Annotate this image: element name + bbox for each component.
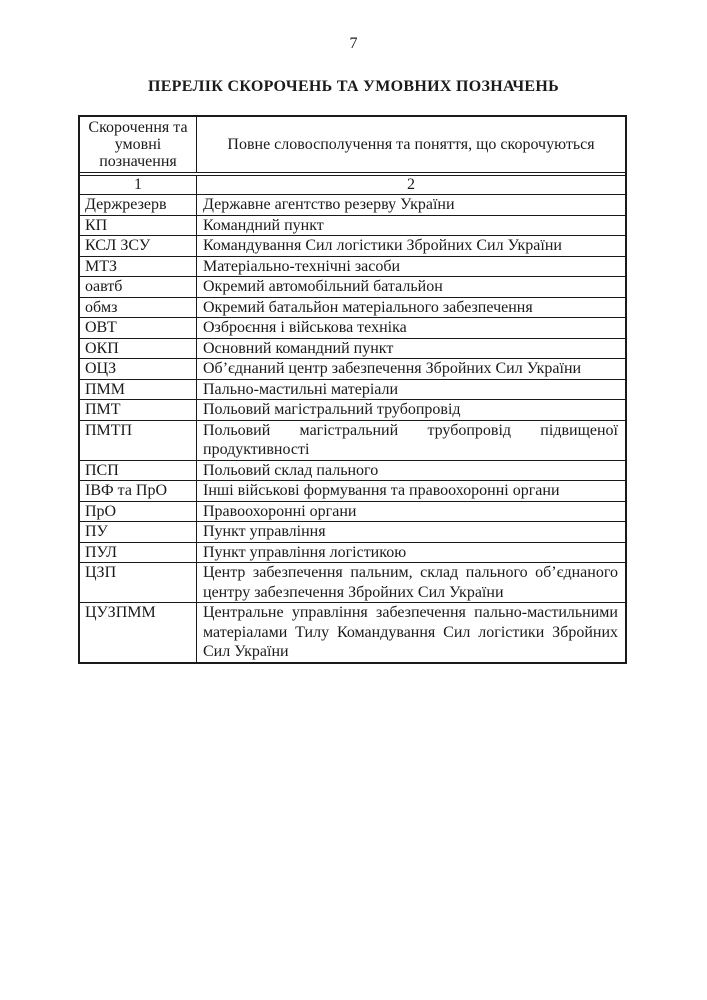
abbreviation-cell: ПММ — [80, 380, 197, 400]
definition-cell: Окремий автомобільний батальйон — [203, 278, 443, 295]
abbreviation-cell: ОКП — [80, 339, 197, 359]
abbreviation-cell: ПСП — [80, 461, 197, 481]
abbreviation-cell: ЦУЗПММ — [80, 603, 197, 662]
definition-cell: Пально-мастильні матеріали — [203, 380, 399, 398]
abbreviation-cell: КСЛ ЗСУ — [80, 236, 197, 256]
definition-cell: Інші військові формування та правоохоронні органи — [203, 482, 560, 499]
column-index-row — [80, 176, 625, 194]
abbreviation-cell: ПМТП — [80, 421, 197, 460]
definition-cell: Об’єднаний центр забезпечення Збройних Сил України — [203, 360, 582, 377]
abbreviation-cell: обмз — [80, 298, 197, 318]
abbreviation-cell: оавтб — [80, 277, 197, 297]
table-row — [80, 297, 625, 318]
definition-cell: Польовий магістральний трубопровід — [203, 401, 461, 418]
abbreviation-cell: ПМТ — [80, 400, 197, 420]
abbreviation-cell: ІВФ та ПрО — [80, 481, 197, 501]
table-row — [80, 256, 625, 277]
column-index-2: 2 — [407, 176, 415, 193]
table-body — [80, 194, 625, 662]
definition-cell: Озброєння і військова техніка — [203, 319, 407, 336]
table-row — [80, 460, 625, 481]
abbreviation-cell: ПУ — [80, 522, 197, 542]
definition-cell: Польовий магістральний трубопровід підвищеної продуктивності — [203, 421, 618, 458]
table-row — [80, 420, 625, 460]
header-fullname-column: Повне словосполучення та поняття, що скорочуються — [227, 135, 595, 153]
table-row — [80, 358, 625, 379]
definition-cell: Пункт управління — [203, 523, 326, 540]
abbreviation-cell: Держрезерв — [80, 195, 197, 215]
abbreviation-cell: ПУЛ — [80, 543, 197, 563]
definition-cell: Командний пункт — [203, 216, 324, 234]
table-row — [80, 480, 625, 501]
definition-cell: Польовий склад пального — [203, 461, 379, 479]
abbreviation-cell: МТЗ — [80, 257, 197, 277]
abbreviations-table — [78, 115, 627, 664]
table-row — [80, 235, 625, 256]
abbreviation-cell: ОЦЗ — [80, 359, 197, 379]
definition-cell: Центр забезпечення пальним, склад пального об’єднаного центру забезпечення Збройних Сил України — [203, 564, 618, 601]
definition-cell: Центральне управління забезпечення пально-мастильними матеріалами Тилу Командування Сил логістики Збройних Сил України — [203, 604, 618, 660]
definition-cell: Окремий батальйон матеріального забезпечення — [203, 298, 533, 316]
definition-cell: Матеріально-технічні засоби — [203, 257, 401, 275]
page-number: 7 — [349, 35, 358, 52]
abbreviation-cell: ЦЗП — [80, 563, 197, 602]
table-row — [80, 399, 625, 420]
table-row — [80, 562, 625, 602]
table-row — [80, 521, 625, 542]
abbreviation-cell: ОВТ — [80, 318, 197, 338]
table-row — [80, 317, 625, 338]
abbreviation-cell: КП — [80, 216, 197, 236]
table-row — [80, 602, 625, 662]
table-row — [80, 501, 625, 522]
table-row — [80, 276, 625, 297]
definition-cell: Пункт управління логістикою — [203, 543, 407, 561]
definition-cell: Основний командний пункт — [203, 339, 394, 357]
header-abbreviation-column: Скорочення та умовні позначення — [80, 117, 197, 172]
page-title: ПЕРЕЛІК СКОРОЧЕНЬ ТА УМОВНИХ ПОЗНАЧЕНЬ — [147, 78, 560, 95]
abbreviation-cell: ПрО — [80, 502, 197, 522]
table-row — [80, 542, 625, 563]
table-header-row — [80, 117, 625, 173]
definition-cell: Правоохоронні органи — [203, 502, 357, 520]
definition-cell: Командування Сил логістики Збройних Сил України — [203, 237, 562, 254]
table-row — [80, 194, 625, 215]
table-row — [80, 379, 625, 400]
column-index-1: 1 — [80, 176, 197, 194]
definition-cell: Державне агентство резерву України — [203, 196, 455, 213]
table-row — [80, 338, 625, 359]
table-row — [80, 215, 625, 236]
